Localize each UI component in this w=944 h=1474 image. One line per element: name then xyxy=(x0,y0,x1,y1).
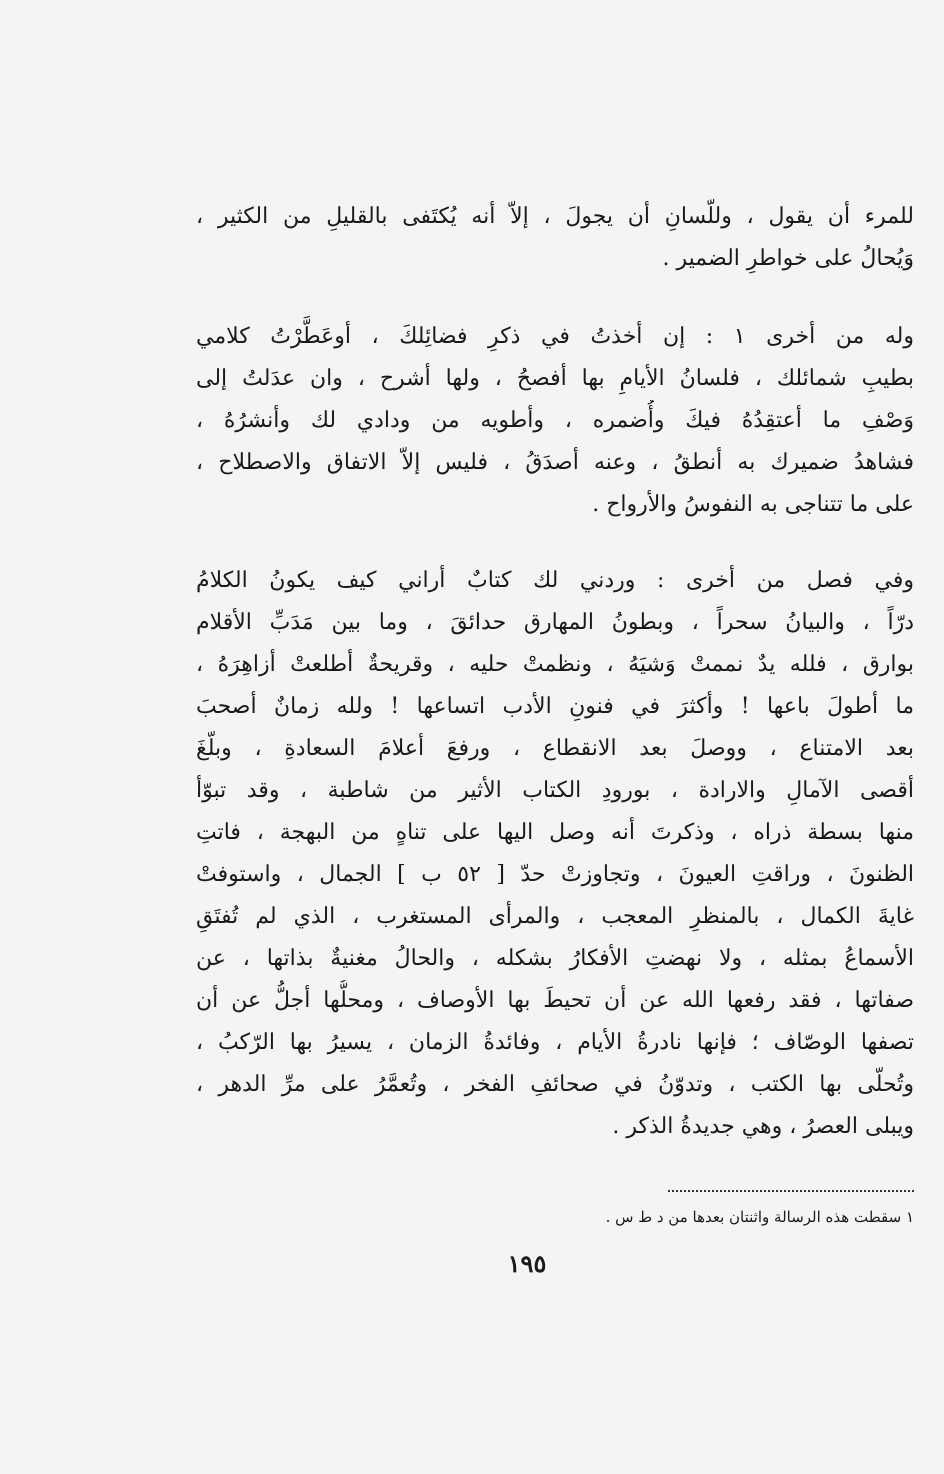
text-line: ما أطولَ باعها ! وأكثرَ في فنونِ الأدب اتساعها ! ولله زمانٌ أصحبَ xyxy=(196,694,914,719)
text-line: وَصْفِ ما أعتقِدُهُ فيكَ وأُضمره ، وأطويه من ودادي لك وأنشرُهُ ، xyxy=(196,408,914,433)
page-number: ١٩٥ xyxy=(507,1249,547,1278)
text-line: وتُحلّى بها الكتب ، وتدوّنُ في صحائفِ الفخر ، وتُعمَّرُ على مرِّ الدهر ، xyxy=(196,1072,914,1097)
text-line: للمرء أن يقول ، وللّسانِ أن يجولَ ، إلاّ أنه يُكتَفى بالقليلِ من الكثير ، xyxy=(196,204,914,229)
text-line: درّاً ، والبيانُ سحراً ، وبطونُ المهارق حدائقَ ، وما بين مَدَبِّ الأقلام xyxy=(196,610,914,635)
text-line: فشاهدُ ضميرك به أنطقُ ، وعنه أصدَقُ ، فليس إلاّ الاتفاق والاصطلاح ، xyxy=(196,450,914,475)
paragraph-1 xyxy=(196,196,914,280)
text-line: الأسماعُ بمثله ، ولا نهضتِ الأفكارُ بشكله ، والحالُ مغنيةٌ بذاتها ، عن xyxy=(196,946,914,971)
text-line: بوارق ، فلله يدٌ نممتْ وَشيَهُ ، ونظمتْ حليه ، وقريحةٌ أطلعتْ أزاهِرَهُ ، xyxy=(196,652,914,677)
text-line: صفاتها ، فقد رفعها الله عن أن تحيطَ بها الأوصاف ، ومحلُّها أجلُّ عن أن xyxy=(196,988,914,1013)
text-line: الظنونَ ، وراقتِ العيونَ ، وتجاوزتْ حدّ [ ٥٢ ب ] الجمال ، واستوفتْ xyxy=(196,862,914,887)
footnote-divider xyxy=(668,1190,914,1192)
paragraph-3 xyxy=(196,560,914,1148)
text-line: منها بسطة ذراه ، وذكرتَ أنه وصل اليها على تناهٍ من البهجة ، فاتتِ xyxy=(196,820,914,845)
text-line: وفي فصل من أخرى : وردني لك كتابٌ أراني كيف يكونُ الكلامُ xyxy=(196,568,914,593)
text-line: بعد الامتناع ، ووصلَ بعد الانقطاع ، ورفعَ أعلامَ السعادةِ ، وبلّغَ xyxy=(196,736,914,761)
text-line: على ما تتناجى به النفوسُ والأرواح . xyxy=(592,492,914,517)
text-line: ويبلى العصرُ ، وهي جديدةُ الذكر . xyxy=(612,1114,914,1139)
text-line: أقصى الآمالِ والارادة ، بورودِ الكتاب الأثير من شاطبة ، وقد تبوّأ xyxy=(196,778,914,803)
footnote: ١ سقطت هذه الرسالة واثنتان بعدها من د ط س . xyxy=(605,1208,914,1226)
text-line: وَيُحالُ على خواطرِ الضمير . xyxy=(662,246,914,271)
text-line: بطيبِ شمائلك ، فلسانُ الأيامِ بها أفصحُ ، ولها أشرح ، وان عدَلتُ إلى xyxy=(196,366,914,391)
paragraph-2 xyxy=(196,316,914,526)
text-line: تصفها الوصّاف ؛ فإنها نادرةُ الأيام ، وفائدةُ الزمان ، يسيرُ بها الرّكبُ ، xyxy=(196,1030,914,1055)
text-line: وله من أخرى ١ : إن أخذتُ في ذكرِ فضائِلكَ ، أوعَطَّرْتُ كلامي xyxy=(196,324,914,349)
text-line: غايةَ الكمال ، بالمنظرِ المعجب ، والمرأى المستغرب ، الذي لم تُفتَقِ xyxy=(196,904,914,929)
